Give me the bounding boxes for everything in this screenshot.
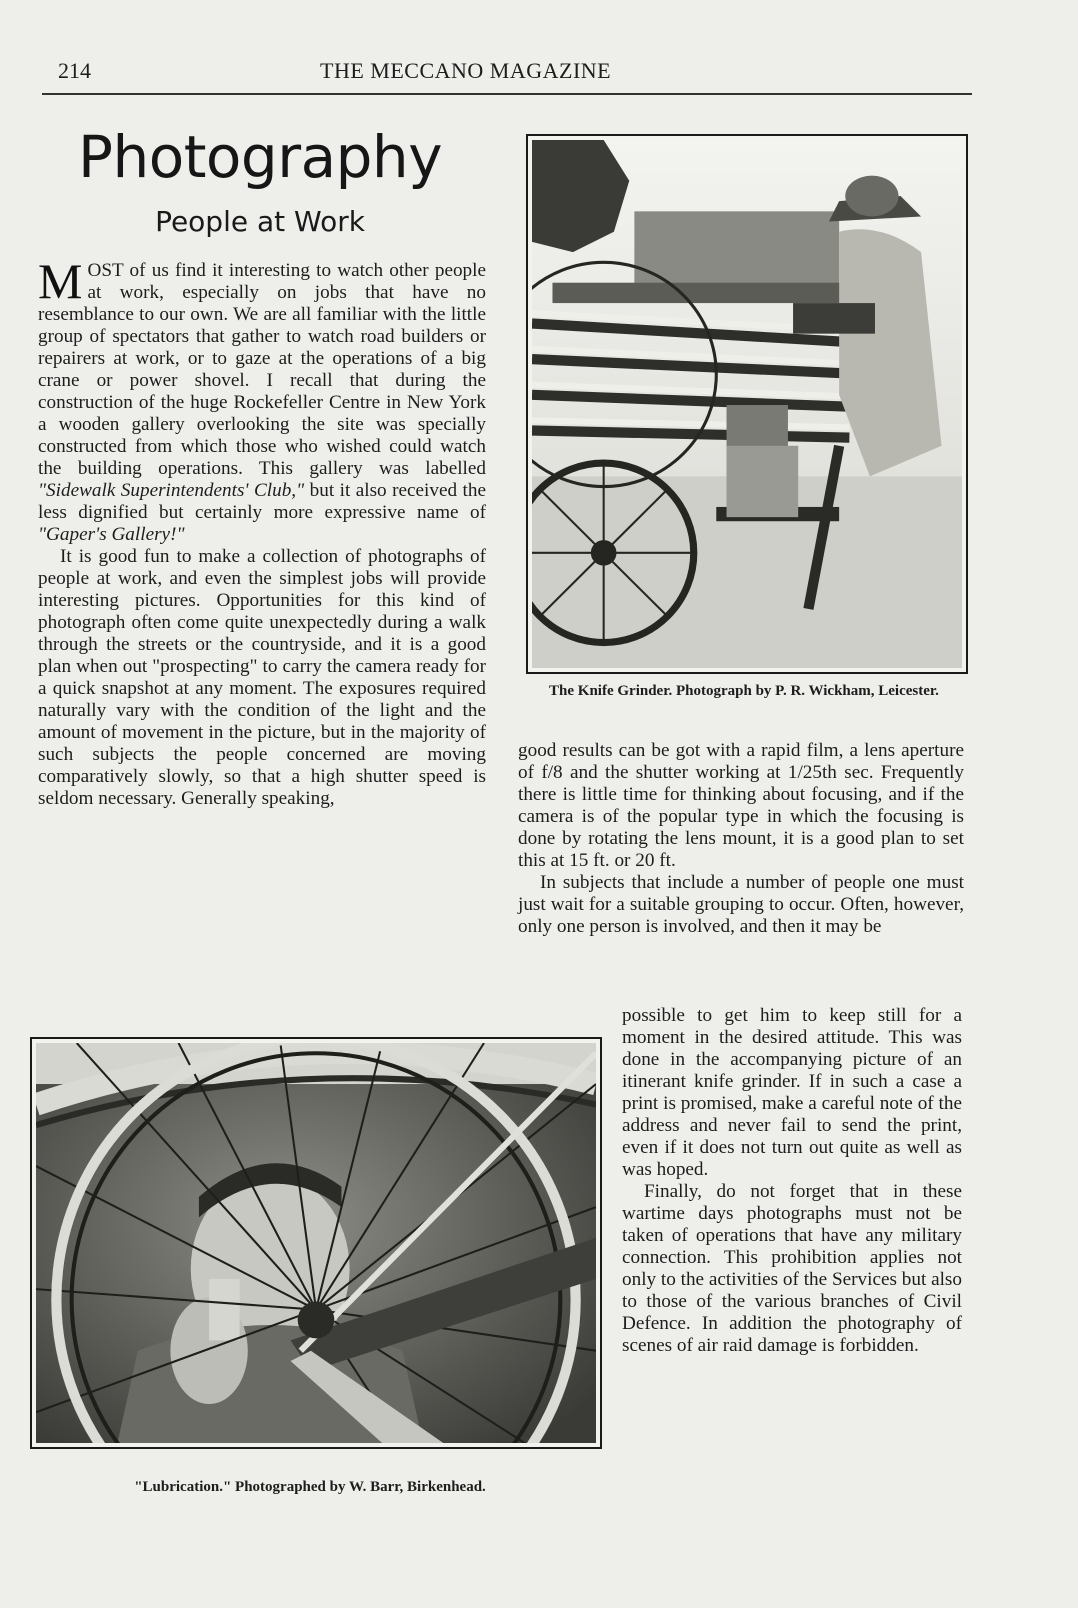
paragraph-exposure: good results can be got with a rapid film, a lens aperture of f/8 and the shutter working at 1/25th sec. Frequently there is little time for thinking about focusing, and if the camera is of the popular type in which the focusing is done by rotating the lens mount, it is a good plan to set this at 15 ft. or 20 ft. xyxy=(518,740,964,871)
knife-grinder-image xyxy=(532,140,962,668)
paragraph-intro: MOST of us find it interesting to watch other people at work, especially on jobs that have no resemblance to our own. We are all familiar with the little group of spectators that gather to watch road builders or repairers at work, or to gaze at the operations of a big crane or power shovel. I recall that during the construction of the huge Rockefeller Centre in New York a wooden gallery overlooking the site was specially constructed from which those who wished could watch the building operations. This gallery was labelled "Sidewalk Superintendents' Club," but it also received the less dignified but certainly more expressive name of "Gaper's Gallery!" xyxy=(38,253,486,545)
text-column-left xyxy=(38,253,486,810)
paragraph-knife-grinder: possible to get him to keep still for a moment in the desired attitude. This was done in the accompanying picture of an itinerant knife grinder. If in such a case a print is promised, make a careful note of the address and never fail to send the print, even if it does not turn out quite as well as was hoped. xyxy=(622,1005,962,1180)
running-title: THE MECCANO MAGAZINE xyxy=(320,58,612,83)
paragraph-grouping: In subjects that include a number of people one must just wait for a suitable grouping to occur. Often, however, only one person is involved, and then it may be xyxy=(518,872,964,937)
gallery-name: "Gaper's Gallery!" xyxy=(38,524,185,545)
club-name: "Sidewalk Superintendents' Club," xyxy=(38,480,305,501)
knife-grinder-caption: The Knife Grinder. Photograph by P. R. Wickham, Leicester. xyxy=(549,683,939,699)
lubrication-image xyxy=(36,1043,596,1443)
lubrication-photo xyxy=(30,1037,602,1449)
lubrication-caption: "Lubrication." Photographed by W. Barr, Birkenhead. xyxy=(134,1479,486,1495)
paragraph-wartime: Finally, do not forget that in these wartime days photographs must not be taken of operations that have any military connection. This prohibition applies not only to the activities of the Services but also to those of the various branches of Civil Defence. In addition the photography of scenes of air raid damage is forbidden. xyxy=(622,1181,962,1356)
drop-cap: M xyxy=(38,253,83,309)
knife-grinder-photo xyxy=(526,134,968,674)
page-number: 214 xyxy=(58,58,91,83)
article-subtitle: People at Work xyxy=(155,205,365,238)
text-column-right-lower xyxy=(622,1005,962,1357)
paragraph-collection: It is good fun to make a collection of photographs of people at work, and even the simplest jobs will provide interesting pictures. Opportunities for this kind of photograph often come quite unexpectedly during a walk through the streets or the countryside, and it is a good plan when out "prospecting" to carry the camera ready for a quick snapshot at any moment. The exposures required naturally vary with the condition of the light and the amount of movement in the picture, but in the majority of such subjects the people concerned are moving comparatively slowly, so that a high shutter speed is seldom necessary. Generally speaking, xyxy=(38,546,486,809)
header-rule xyxy=(42,93,972,95)
text-column-right-upper xyxy=(518,740,964,938)
article-title: Photography xyxy=(77,123,443,191)
